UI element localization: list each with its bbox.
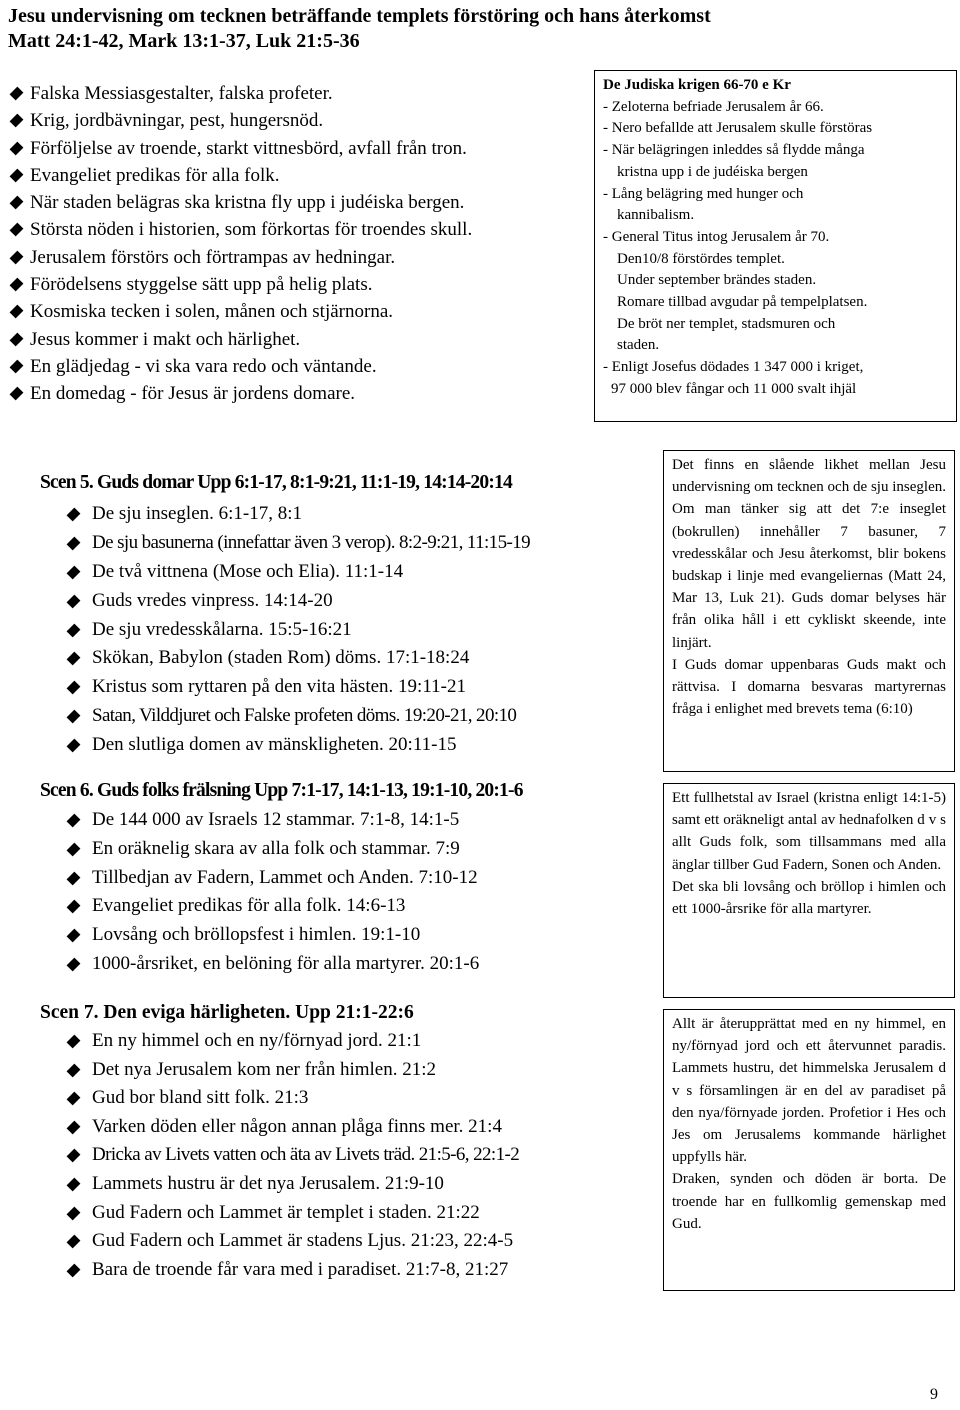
list-item: 1000-årsriket, en belöning för alla martyrer. 20:1-6: [62, 950, 479, 979]
list-item: Guds vredes vinpress. 14:14-20: [62, 587, 530, 616]
judiska-krigen-heading: De Judiska krigen 66-70 e Kr: [603, 77, 791, 93]
list-item: De sju inseglen. 6:1-17, 8:1: [62, 500, 530, 529]
page-title: [8, 4, 711, 54]
judiska-line: - När belägringen inleddes så flydde många: [603, 142, 865, 159]
page-number: 9: [930, 1386, 938, 1403]
list-item: Den slutliga domen av mänskligheten. 20:11-15: [62, 731, 530, 760]
list-item: De sju vredesskålarna. 15:5-16:21: [62, 616, 530, 645]
note-paragraph: Det ska bli lovsång och bröllop i himlen och ett 1000-årsrike för alla martyrer.: [672, 878, 946, 918]
list-item: Dricka av Livets vatten och äta av Livets träd. 21:5-6, 22:1-2: [62, 1141, 519, 1170]
list-item: Kristus som ryttaren på den vita hästen. 19:11-21: [62, 673, 530, 702]
scen5-list: [62, 500, 530, 760]
list-item: Satan, Vilddjuret och Falske profeten döms. 19:20-21, 20:10: [62, 702, 530, 731]
diamond-bullet-icon: [10, 278, 24, 292]
scen5-heading: Scen 5. Guds domar Upp 6:1-17, 8:1-9:21, 11:1-19, 14:14-20:14: [40, 472, 512, 493]
list-item: Gud Fadern och Lammet är templet i staden. 21:22: [62, 1199, 519, 1228]
list-item: Jerusalem förstörs och förtrampas av hedningar.: [8, 244, 472, 271]
diamond-bullet-icon: [67, 871, 81, 885]
note-paragraph: I Guds domar uppenbaras Guds makt och rättvisa. I domarna besvaras martyrernas fråga i enlighet med brevets tema (6:10): [672, 656, 946, 718]
judiska-line: - Zeloterna befriade Jerusalem år 66.: [603, 98, 824, 115]
list-item: Evangeliet predikas för alla folk.: [8, 162, 472, 189]
scen7-heading: Scen 7. Den eviga härligheten. Upp 21:1-22:6: [40, 1002, 414, 1023]
list-item: En oräknelig skara av alla folk och stammar. 7:9: [62, 835, 479, 864]
diamond-bullet-icon: [67, 1092, 81, 1106]
diamond-bullet-icon: [10, 332, 24, 346]
diamond-bullet-icon: [10, 223, 24, 237]
diamond-bullet-icon: [67, 1063, 81, 1077]
diamond-bullet-icon: [67, 1178, 81, 1192]
list-item: Lammets hustru är det nya Jerusalem. 21:9-10: [62, 1170, 519, 1199]
list-item: Gud bor bland sitt folk. 21:3: [62, 1084, 519, 1113]
diamond-bullet-icon: [67, 536, 81, 550]
list-item: Största nöden i historien, som förkortas för troendes skull.: [8, 216, 472, 243]
judiska-line: - Enligt Josefus dödades 1 347 000 i kriget,: [603, 359, 864, 376]
diamond-bullet-icon: [10, 250, 24, 264]
diamond-bullet-icon: [67, 1035, 81, 1049]
diamond-bullet-icon: [67, 958, 81, 972]
list-item: Förödelsens styggelse sätt upp på helig plats.: [8, 271, 472, 298]
diamond-bullet-icon: [67, 1120, 81, 1134]
judiska-line: - Lång belägring med hunger och: [603, 185, 804, 202]
note-paragraph: Det finns en slående likhet mellan Jesu undervisning om tecknen och de sju inseglen. Om man tänker sig att det 7:e inseglet (bokrullen) innehåller 7 basuner, 7 vredesskålar och Jesu återkomst, blir bokens budskap i linje med evangeliernas (Matt 24, Mar 13, Luk 21). Guds domar belyses här från olika håll i ett cykliskt skeende, inte linjärt.: [672, 457, 946, 651]
note-paragraph: Allt är återupprättat med en ny himmel, en ny/förnyad jord och ett återvunnet paradis. Lammets hustru, det himmelska Jerusalem d v s församlingen är en del av paradiset på den nya/förnyade jorden. Profetior i Hes och Jes om Jerusalems kommande härlighet uppfylls här.: [672, 1016, 946, 1166]
list-item: De två vittnena (Mose och Elia). 11:1-14: [62, 558, 530, 587]
diamond-bullet-icon: [67, 710, 81, 724]
judiska-line: Den10/8 förstördes templet.: [617, 250, 785, 267]
diamond-bullet-icon: [67, 565, 81, 579]
diamond-bullet-icon: [10, 114, 24, 128]
judiska-line: 97 000 blev fångar och 11 000 svalt ihjäl: [611, 380, 857, 397]
diamond-bullet-icon: [67, 1263, 81, 1277]
list-item: Gud Fadern och Lammet är stadens Ljus. 21:23, 22:4-5: [62, 1227, 519, 1256]
diamond-bullet-icon: [10, 168, 24, 182]
list-item: Jesus kommer i makt och härlighet.: [8, 326, 472, 353]
judiska-krigen-box: [594, 70, 957, 422]
diamond-bullet-icon: [10, 305, 24, 319]
note-box-harligheten: [663, 1009, 955, 1291]
judiska-line: kannibalism.: [617, 207, 695, 224]
diamond-bullet-icon: [67, 1149, 81, 1163]
diamond-bullet-icon: [10, 196, 24, 210]
diamond-bullet-icon: [67, 900, 81, 914]
judiska-line: Under september brändes staden.: [617, 272, 817, 289]
list-item: Varken döden eller någon annan plåga finns mer. 21:4: [62, 1113, 519, 1142]
list-item: De 144 000 av Israels 12 stammar. 7:1-8, 14:1-5: [62, 806, 479, 835]
judiska-line: - Nero befallde att Jerusalem skulle förstöras: [603, 120, 873, 137]
list-item: Falska Messiasgestalter, falska profeter.: [8, 80, 472, 107]
note-box-fralsning: [663, 783, 955, 998]
note-paragraph: Draken, synden och döden är borta. De troende har en fullkomlig gemenskap med Gud.: [672, 1171, 946, 1232]
diamond-bullet-icon: [10, 360, 24, 374]
diamond-bullet-icon: [10, 387, 24, 401]
diamond-bullet-icon: [67, 1206, 81, 1220]
diamond-bullet-icon: [67, 814, 81, 828]
diamond-bullet-icon: [67, 1235, 81, 1249]
list-item: Evangeliet predikas för alla folk. 14:6-13: [62, 892, 479, 921]
note-box-domar: [663, 450, 955, 772]
list-item: En domedag - för Jesus är jordens domare.: [8, 380, 472, 407]
list-item: Krig, jordbävningar, pest, hungersnöd.: [8, 107, 472, 134]
list-item: Lovsång och bröllopsfest i himlen. 19:1-10: [62, 921, 479, 950]
list-item: En glädjedag - vi ska vara redo och väntande.: [8, 353, 472, 380]
list-item: Bara de troende får vara med i paradiset. 21:7-8, 21:27: [62, 1256, 519, 1285]
signs-list: [8, 80, 472, 408]
diamond-bullet-icon: [10, 141, 24, 155]
list-item: Förföljelse av troende, starkt vittnesbörd, avfall från tron.: [8, 135, 472, 162]
title-line-2: Matt 24:1-42, Mark 13:1-37, Luk 21:5-36: [8, 30, 360, 52]
judiska-line: - General Titus intog Jerusalem år 70.: [603, 228, 830, 245]
scen6-heading: Scen 6. Guds folks frälsning Upp 7:1-17, 14:1-13, 19:1-10, 20:1-6: [40, 780, 523, 801]
diamond-bullet-icon: [67, 652, 81, 666]
list-item: De sju basunerna (innefattar även 3 verop). 8:2-9:21, 11:15-19: [62, 529, 530, 558]
list-item: Kosmiska tecken i solen, månen och stjärnorna.: [8, 298, 472, 325]
judiska-line: De bröt ner templet, stadsmuren och: [617, 315, 836, 332]
list-item: När staden belägras ska kristna fly upp i judéiska bergen.: [8, 189, 472, 216]
judiska-line: staden.: [617, 337, 660, 354]
list-item: Skökan, Babylon (staden Rom) döms. 17:1-18:24: [62, 644, 530, 673]
list-item: Tillbedjan av Fadern, Lammet och Anden. 7:10-12: [62, 864, 479, 893]
note-paragraph: Ett fullhetstal av Israel (kristna enligt 14:1-5) samt ett oräkneligt antal av hednafolken d v s allt Guds folk, som tillsammans med alla änglar tillber Gud Fadern, Sonen och Anden.: [672, 790, 946, 873]
diamond-bullet-icon: [67, 623, 81, 637]
scen6-list: [62, 806, 479, 980]
diamond-bullet-icon: [67, 842, 81, 856]
diamond-bullet-icon: [67, 929, 81, 943]
diamond-bullet-icon: [10, 87, 24, 101]
list-item: En ny himmel och en ny/förnyad jord. 21:1: [62, 1027, 519, 1056]
diamond-bullet-icon: [67, 508, 81, 522]
list-item: Det nya Jerusalem kom ner från himlen. 21:2: [62, 1056, 519, 1085]
judiska-line: Romare tillbad avgudar på tempelplatsen.: [617, 294, 868, 311]
diamond-bullet-icon: [67, 594, 81, 608]
judiska-line: kristna upp i de judéiska bergen: [617, 163, 808, 180]
diamond-bullet-icon: [67, 681, 81, 695]
diamond-bullet-icon: [67, 739, 81, 753]
scen7-list: [62, 1027, 519, 1284]
title-line-1: Jesu undervisning om tecknen beträffande templets förstöring och hans återkomst: [8, 5, 711, 27]
